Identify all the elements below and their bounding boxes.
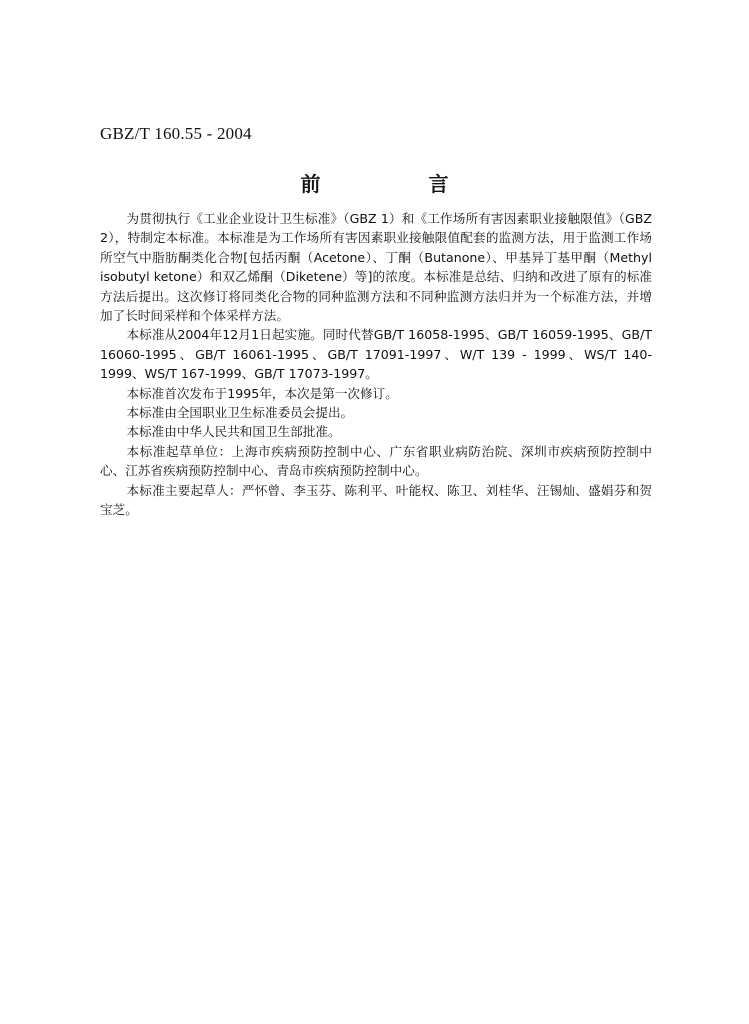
paragraph-purpose: 为贯彻执行《工业企业设计卫生标准》（GBZ 1）和《工作场所有害因素职业接触限值》（GBZ 2），特制定本标准。本标准是为工作场所有害因素职业接触限值配套的监测方法，用于监测工作场所空气中脂肪酮类化合物[包括丙酮（Acetone）、丁酮（Butanone）、甲基异丁基甲酮（Methyl isobutyl ketone）和双乙烯酮（Diketene）等]的浓度。本标准是总结、归纳和改进了原有的标准方法后提出。这次修订将同类化合物的同种监测方法和不同种监测方法归并为一个标准方法，并增加了长时间采样和个体采样方法。 — [100, 211, 652, 324]
paragraph-first-release: 本标准首次发布于1995年，本次是第一次修订。 — [126, 385, 398, 401]
standard-code: GBZ/T 160.55 - 2004 — [100, 124, 252, 143]
paragraph-approved-by: 本标准由中华人民共和国卫生部批准。 — [126, 424, 341, 440]
paragraph-drafting-units: 本标准起草单位：上海市疾病预防控制中心、广东省职业病防治院、深圳市疾病预防控制中心、江苏省疾病预防控制中心、青岛市疾病预防控制中心。 — [100, 443, 652, 479]
paragraph-proposed-by: 本标准由全国职业卫生标准委员会提出。 — [126, 405, 354, 421]
page-title: 前 言 — [300, 172, 493, 196]
foreword-body — [100, 209, 652, 520]
paragraph-drafters: 本标准主要起草人：严怀曾、李玉芬、陈利平、叶能权、陈卫、刘桂华、汪锡灿、盛娟芬和贺宝芝。 — [100, 482, 652, 518]
paragraph-effective-date: 本标准从2004年12月1日起实施。同时代替GB/T 16058-1995、GB/T 16059-1995、GB/T 16060-1995、GB/T 16061-1995、GB/T 17091-1997、W/T 139 - 1999、WS/T 140-1999、WS/T 167-1999、GB/T 17073-1997。 — [100, 327, 652, 382]
